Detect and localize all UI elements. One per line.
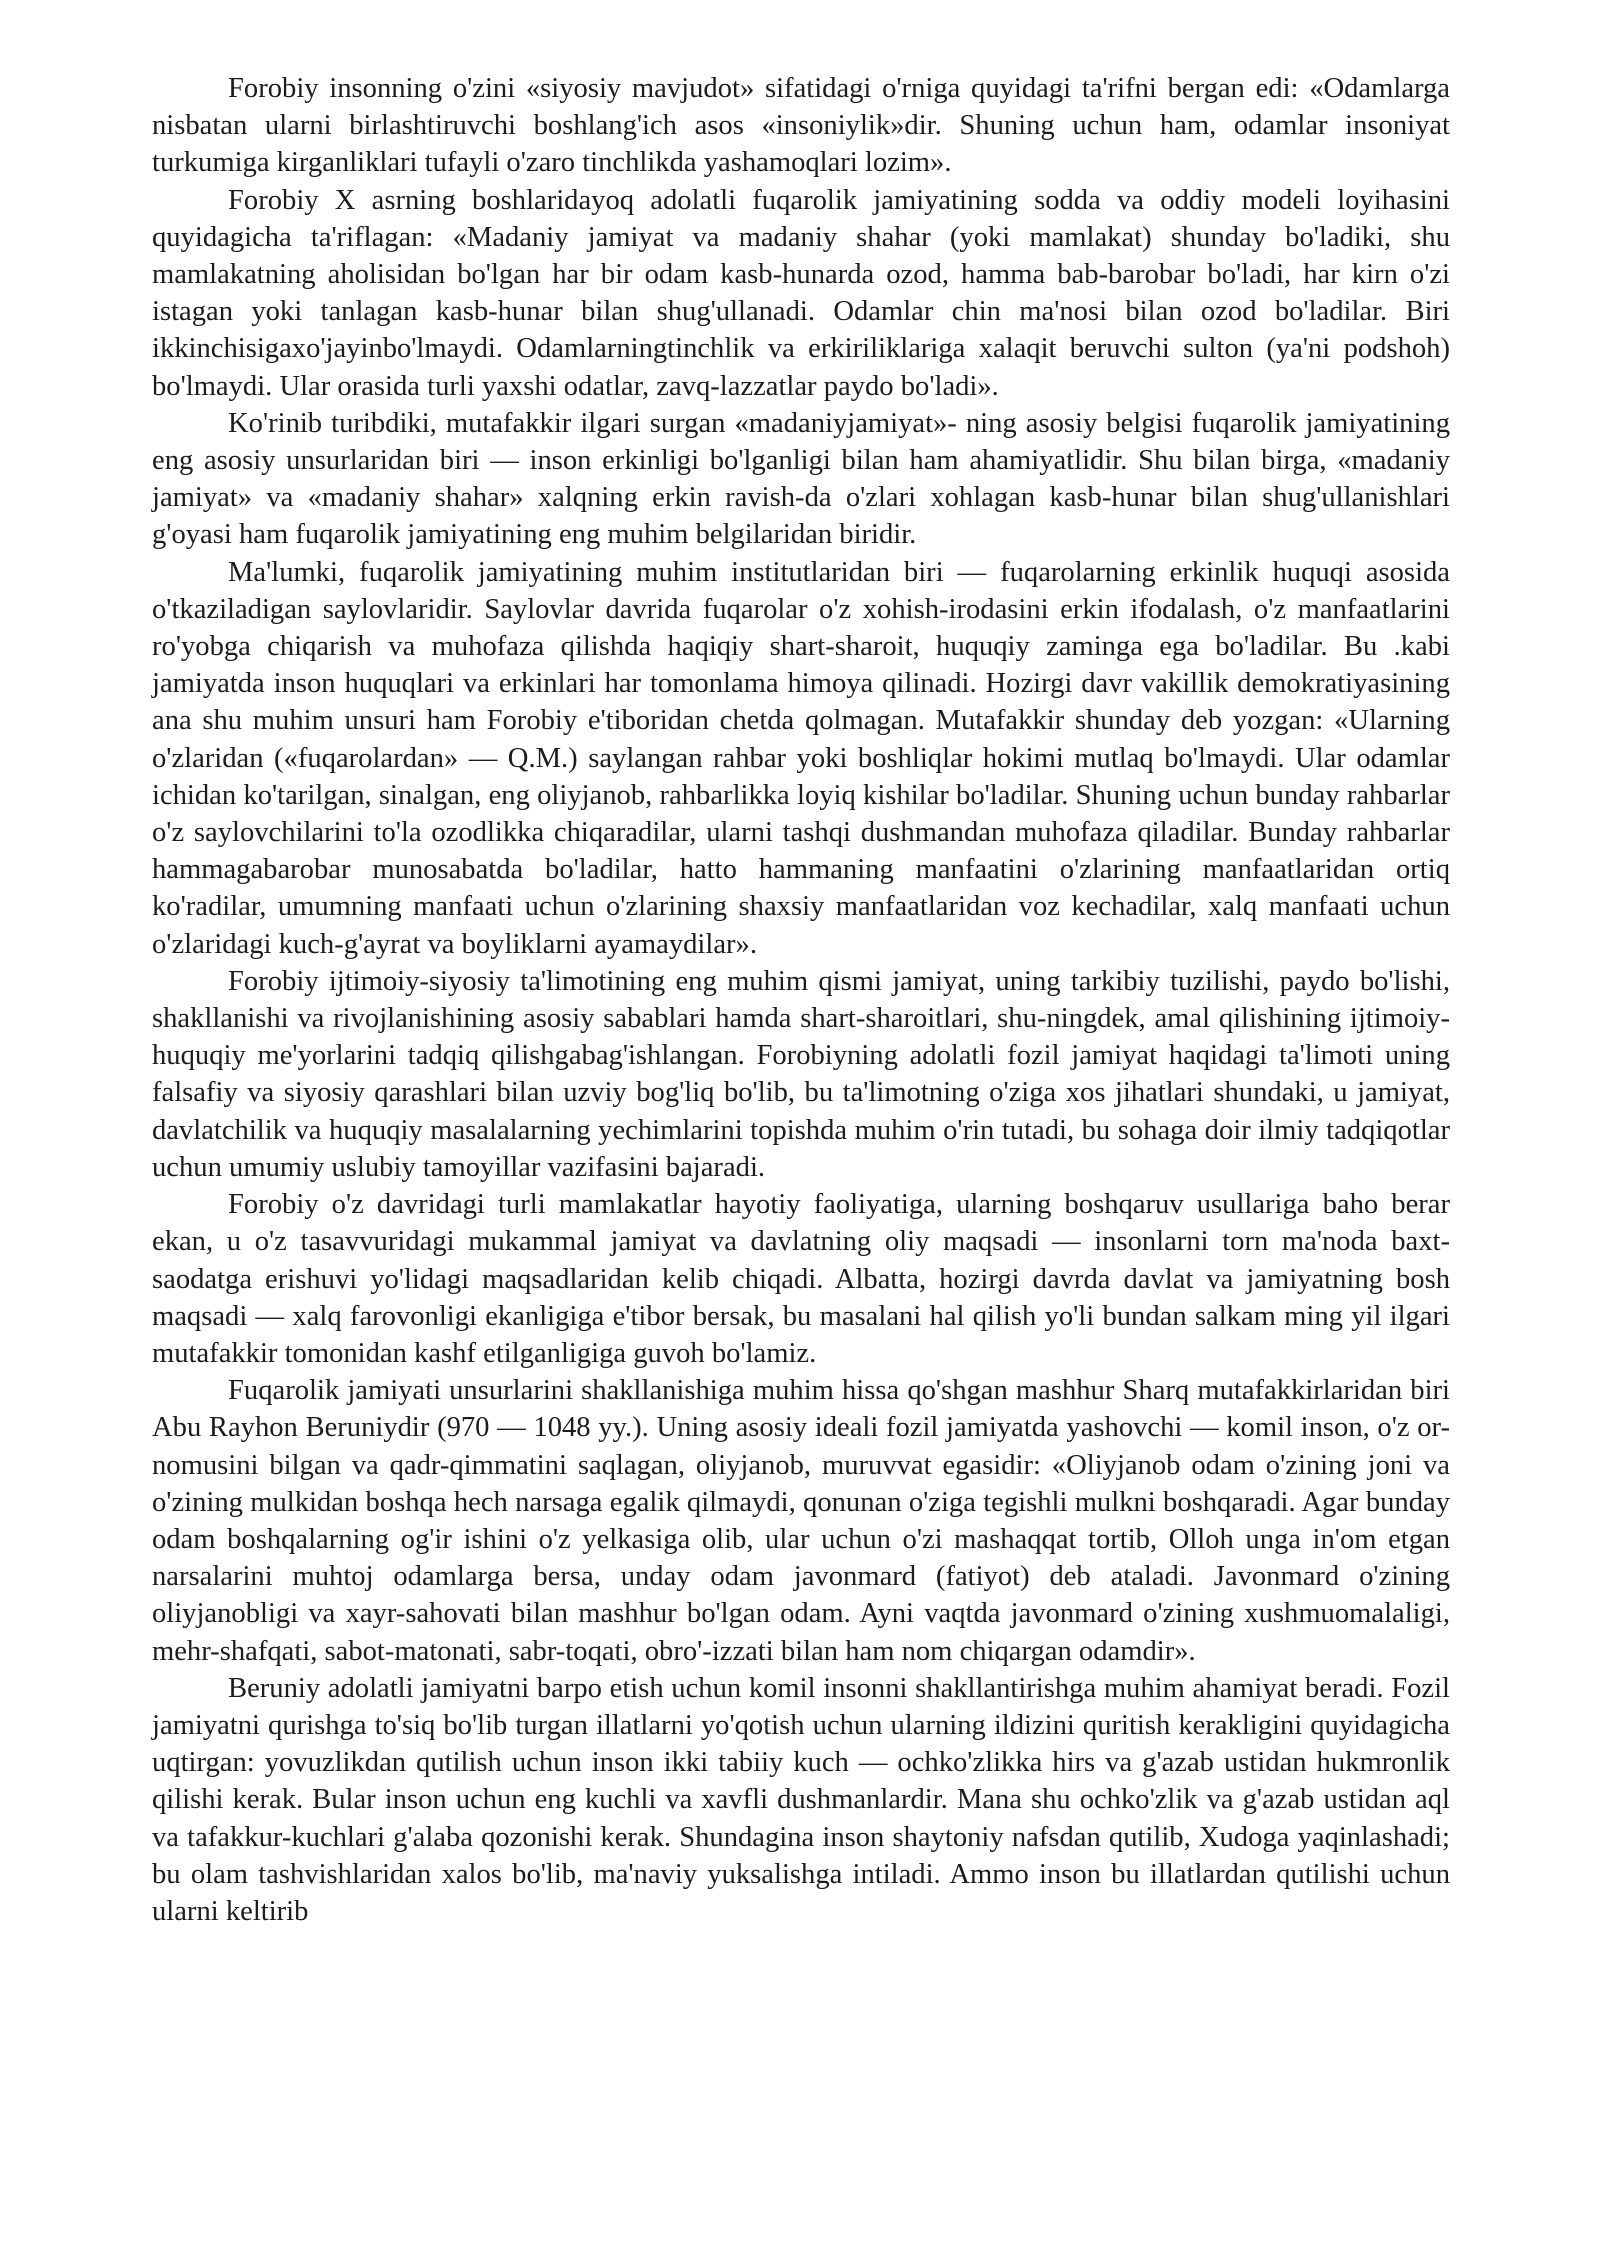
document-body [152, 70, 1450, 1930]
paragraph-3: Ko'rinib turibdiki, mutafakkir ilgari surgan «madaniyjamiyat»- ning asosiy belgisi fuqarolik jamiyatining eng asosiy unsurlaridan biri — inson erkinligi bo'lganligi bilan ham ahamiyatlidir. Shu bilan birga, «madaniy jamiyat» va «madaniy shahar» xalqning erkin ravish-da o'zlari xohlagan kasb-hunar bilan shug'ullanishlari g'oyasi ham fuqarolik jamiyatining eng muhim belgilaridan biridir. [152, 407, 1450, 551]
paragraph-7: Fuqarolik jamiyati unsurlarini shakllanishiga muhim hissa qo'shgan mashhur Sharq mutafakkirlaridan biri Abu Rayhon Beruniydir (970 — 1048 yy.). Uning asosiy ideali fozil jamiyatda yashovchi — komil inson, o'z or-nomusini bilgan va qadr-qimmatini saqlagan, oliyjanob, muruvvat egasidir: «Oliyjanob odam o'zining joni va o'zining mulkidan boshqa hech narsaga egalik qilmaydi, qonunan o'ziga tegishli mulkni boshqaradi. Agar bunday odam boshqalarning og'ir ishini o'z yelkasiga olib, ular uchun o'zi mashaqqat tortib, Olloh unga in'om etgan narsalarini muhtoj odamlarga bersa, unday odam javonmard (fatiyot) deb ataladi. Javonmard o'zining oliyjanobligi va xayr-sahovati bilan mashhur bo'lgan odam. Ayni vaqtda javonmard o'zining xushmuomalaligi, mehr-shafqati, sabot-matonati, sabr-toqati, obro'-izzati bilan ham nom chiqargan odamdir». [152, 1375, 1450, 1667]
paragraph-5: Forobiy ijtimoiy-siyosiy ta'limotining eng muhim qismi jamiyat, uning tarkibiy tuzilishi, paydo bo'lishi, shakllanishi va rivojlanishining asosiy sabablari hamda shart-sharoitlari, shu-ningdek, amal qilishining ijtimoiy-huquqiy me'yorlarini tadqiq qilishgabag'ishlangan. Forobiyning adolatli fozil jamiyat haqidagi ta'limoti uning falsafiy va siyosiy qarashlari bilan uzviy bog'liq bo'lib, bu ta'limotning o'ziga xos jihatlari shundaki, u jamiyat, davlatchilik va huquqiy masalalarning yechimlarini topishda muhim o'rin tutadi, bu sohaga doir ilmiy tadqiqotlar uchun umumiy uslubiy tamoyillar vazifasini bajaradi. [152, 965, 1450, 1183]
paragraph-8: Beruniy adolatli jamiyatni barpo etish uchun komil insonni shakllantirishga muhim ahamiyat beradi. Fozil jamiyatni qurishga to'siq bo'lib turgan illatlarni yo'qotish uchun ularning ildizini quritish kerakligini quyidagicha uqtirgan: yovuzlikdan qutilish uchun inson ikki tabiiy kuch — ochko'zlikka hirs va g'azab ustidan hukmronlik qilishi kerak. Bular inson uchun eng kuchli va xavfli dushmanlardir. Mana shu ochko'zlik va g'azab ustidan aql va tafakkur-kuchlari g'alaba qozonishi kerak. Shundagina inson shaytoniy nafsdan qutilib, Xudoga yaqinlashadi; bu olam tashvishlaridan xalos bo'lib, ma'naviy yuksalishga intiladi. Ammo inson bu illatlardan qutilishi uchun ularni keltirib [152, 1672, 1450, 1927]
paragraph-4: Ma'lumki, fuqarolik jamiyatining muhim institutlaridan biri — fuqarolarning erkinlik huquqi asosida o'tkaziladigan saylovlaridir. Saylovlar davrida fuqarolar o'z xohish-irodasini erkin ifodalash, o'z manfaatlarini ro'yobga chiqarish va muhofaza qilishda haqiqiy shart-sharoit, huquqiy zaminga ega bo'ladilar. Bu .kabi jamiyatda inson huquqlari va erkinlari har tomonlama himoya qilinadi. Hozirgi davr vakillik demokratiyasining ana shu muhim unsuri ham Forobiy e'tiboridan chetda qolmagan. Mutafakkir shunday deb yozgan: «Ularning o'zlaridan («fuqarolardan» — Q.M.) saylangan rahbar yoki boshliqlar hokimi mutlaq bo'lmaydi. Ular odamlar ichidan ko'tarilgan, sinalgan, eng oliyjanob, rahbarlikka loyiq kishilar bo'ladilar. Shuning uchun bunday rahbarlar o'z saylovchilarini to'la ozodlikka chiqaradilar, ularni tashqi dushmandan muhofaza qiladilar. Bunday rahbarlar hammagabarobar munosabatda bo'ladilar, hatto hammaning manfaatini o'zlarining manfaatlaridan ortiq ko'radilar, umumning manfaati uchun o'zlarining shaxsiy manfaatlaridan voz kechadilar, xalq manfaati uchun o'zlaridagi kuch-g'ayrat va boyliklarni ayamaydilar». [152, 556, 1450, 960]
paragraph-1: Forobiy insonning o'zini «siyosiy mavjudot» sifatidagi o'rniga quyidagi ta'rifni bergan edi: «Odamlarga nisbatan ularni birlashtiruvchi boshlang'ich asos «insoniylik»dir. Shuning uchun ham, odamlar insoniyat turkumiga kirganliklari tufayli o'zaro tinchlikda yashamoqlari lozim». [152, 73, 1450, 179]
paragraph-2: Forobiy X asrning boshlaridayoq adolatli fuqarolik jamiyatining sodda va oddiy modeli loyihasini quyidagicha ta'riflagan: «Madaniy jamiyat va madaniy shahar (yoki mamlakat) shunday bo'ladiki, shu mamlakatning aholisidan bo'lgan har bir odam kasb-hunarda ozod, hamma bab-barobar bo'ladi, har kirn o'zi istagan yoki tanlagan kasb-hunar bilan shug'ullanadi. Odamlar chin ma'nosi bilan ozod bo'ladilar. Biri ikkinchisigaxo'jayinbo'lmaydi. Odamlarningtinchlik va erkiriliklariga xalaqit beruvchi sulton (ya'ni podshoh) bo'lmaydi. Ular orasida turli yaxshi odatlar, zavq-lazzatlar paydo bo'ladi». [152, 184, 1450, 402]
paragraph-6: Forobiy o'z davridagi turli mamlakatlar hayotiy faoliyatiga, ularning boshqaruv usullariga baho berar ekan, u o'z tasavvuridagi mukammal jamiyat va davlatning oliy maqsadi — insonlarni torn ma'noda baxt-saodatga erishuvi yo'lidagi maqsadlaridan kelib chiqadi. Albatta, hozirgi davrda davlat va jamiyatning bosh maqsadi — xalq farovonligi ekanligiga e'tibor bersak, bu masalani hal qilish yo'li bundan salkam ming yil ilgari mutafakkir tomonidan kashf etilganligiga guvoh bo'lamiz. [152, 1189, 1450, 1369]
